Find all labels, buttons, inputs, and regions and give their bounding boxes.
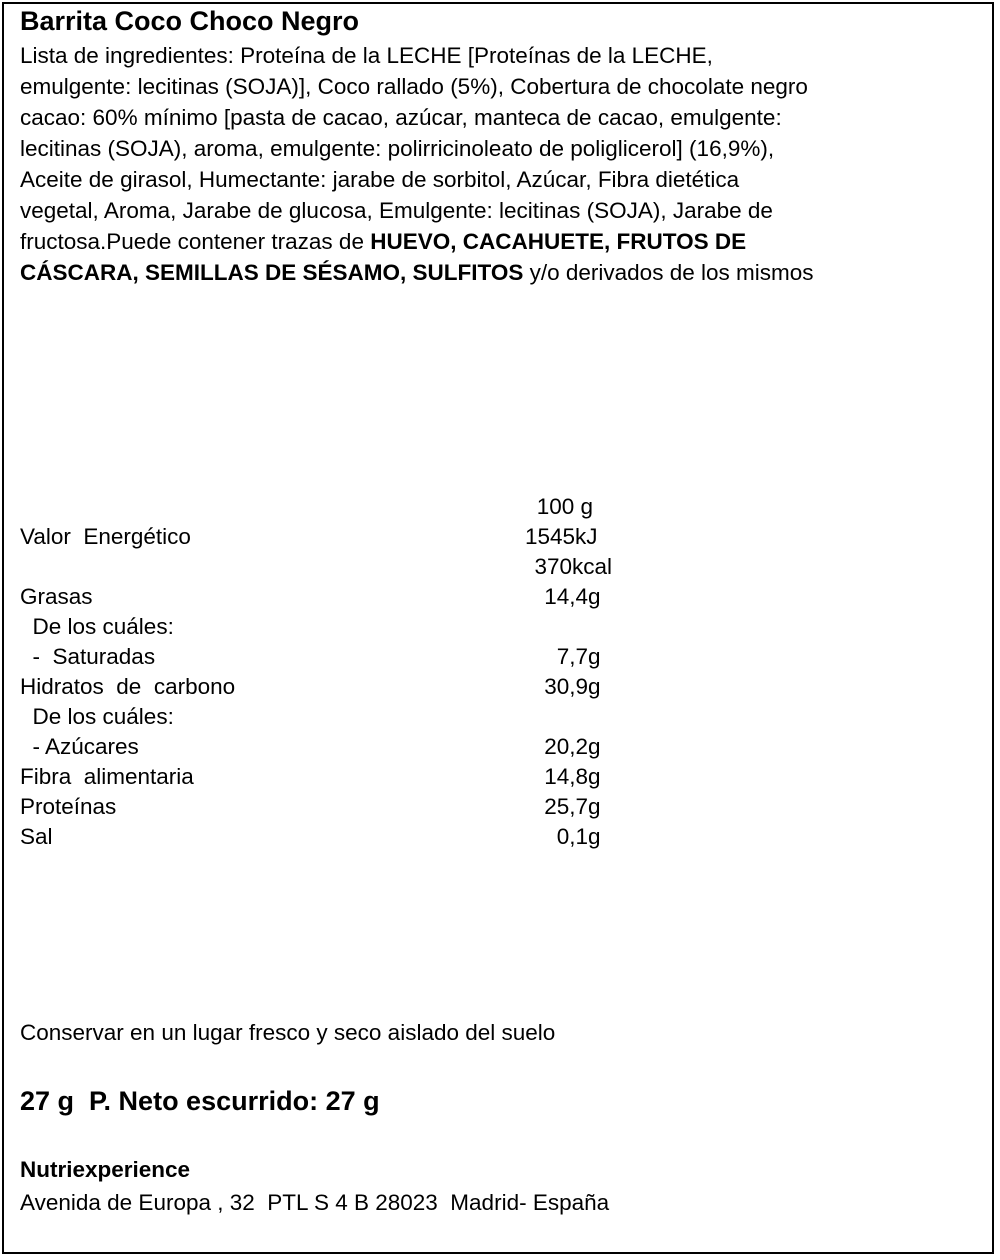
nutrient-value: 7,7 <box>556 644 588 669</box>
nutrition-row <box>0 522 1000 552</box>
nutrient-unit: kJ <box>575 524 598 549</box>
nutrient-label: Proteínas <box>20 794 117 819</box>
ingredients-line <box>20 133 980 164</box>
nutrient-label: De los cuáles: <box>20 704 174 729</box>
allergen-text: HUEVO, CACAHUETE, FRUTOS DE <box>370 229 747 254</box>
nutrient-value: 30,9 <box>544 674 588 699</box>
company-name: Nutriexperience <box>20 1157 191 1182</box>
nutrient-unit: g <box>588 674 601 699</box>
nutrient-unit: g <box>588 764 601 789</box>
nutrient-value: 14,8 <box>544 764 588 789</box>
nutrition-header-row <box>0 492 1000 522</box>
nutrition-row <box>0 612 1000 642</box>
nutrient-value: 20,2 <box>544 734 588 759</box>
nutrition-row <box>0 762 1000 792</box>
nutrition-row <box>0 672 1000 702</box>
ingredients-list <box>20 40 980 288</box>
nutrient-label: Grasas <box>20 584 93 609</box>
product-title: Barrita Coco Choco Negro <box>20 6 360 36</box>
ingredient-text: Aceite de girasol, Humectante: jarabe de sorbitol, Azúcar, Fibra dietética <box>20 167 740 192</box>
ingredient-text: lecitinas (SOJA), aroma, emulgente: polirricinoleato de poliglicerol] (16,9%), <box>20 136 775 161</box>
nutrition-row <box>0 792 1000 822</box>
nutrient-label: - Azúcares <box>20 734 139 759</box>
nutrient-label: Hidratos de carbono <box>20 674 236 699</box>
ingredients-line <box>20 102 980 133</box>
ingredient-text: y/o derivados de los mismos <box>523 260 814 285</box>
nutrient-label: Fibra alimentaria <box>20 764 194 789</box>
ingredient-text: cacao: 60% mínimo [pasta de cacao, azúcar, manteca de cacao, emulgente: <box>20 105 782 130</box>
ingredients-line <box>20 40 980 71</box>
nutrient-unit: g <box>588 794 601 819</box>
nutrient-unit: g <box>588 734 601 759</box>
nutrient-unit: kcal <box>572 554 613 579</box>
nutrition-row <box>0 732 1000 762</box>
company-address: Avenida de Europa , 32 PTL S 4 B 28023 Madrid- España <box>20 1190 610 1215</box>
ingredients-line <box>20 71 980 102</box>
nutrient-label: - Saturadas <box>20 644 156 669</box>
nutrient-value: 1545 <box>524 524 575 549</box>
nutrient-value: 0,1 <box>556 824 588 849</box>
nutrient-label: Valor Energético <box>20 524 191 549</box>
nutrition-column-header: 100 g <box>536 494 593 519</box>
nutrition-row <box>0 702 1000 732</box>
nutrient-value: 370 <box>534 554 572 579</box>
nutrition-row <box>0 582 1000 612</box>
ingredient-text: fructosa.Puede contener trazas de <box>20 229 371 254</box>
nutrient-label: De los cuáles: <box>20 614 174 639</box>
nutrient-label: Sal <box>20 824 53 849</box>
ingredient-text: vegetal, Aroma, Jarabe de glucosa, Emulgente: lecitinas (SOJA), Jarabe de <box>20 198 773 223</box>
ingredient-text: Lista de ingredientes: Proteína de la LECHE [Proteínas de la LECHE, <box>20 43 713 68</box>
ingredient-text: emulgente: lecitinas (SOJA)], Coco rallado (5%), Cobertura de chocolate negro <box>20 74 808 99</box>
nutrient-unit: g <box>588 644 601 669</box>
nutrition-row <box>0 642 1000 672</box>
storage-instructions: Conservar en un lugar fresco y seco aislado del suelo <box>20 1020 556 1045</box>
nutrient-unit: g <box>588 584 601 609</box>
allergen-text: CÁSCARA, SEMILLAS DE SÉSAMO, SULFITOS <box>20 260 524 285</box>
nutrition-row <box>0 822 1000 852</box>
nutrient-value: 25,7 <box>544 794 588 819</box>
nutrient-value: 14,4 <box>544 584 588 609</box>
nutrition-table <box>0 492 1000 852</box>
ingredients-line <box>20 257 980 288</box>
nutrition-row <box>0 552 1000 582</box>
nutrient-unit: g <box>588 824 601 849</box>
ingredients-line <box>20 195 980 226</box>
net-weight: 27 g P. Neto escurrido: 27 g <box>20 1086 380 1116</box>
ingredients-line <box>20 226 980 257</box>
ingredients-line <box>20 164 980 195</box>
